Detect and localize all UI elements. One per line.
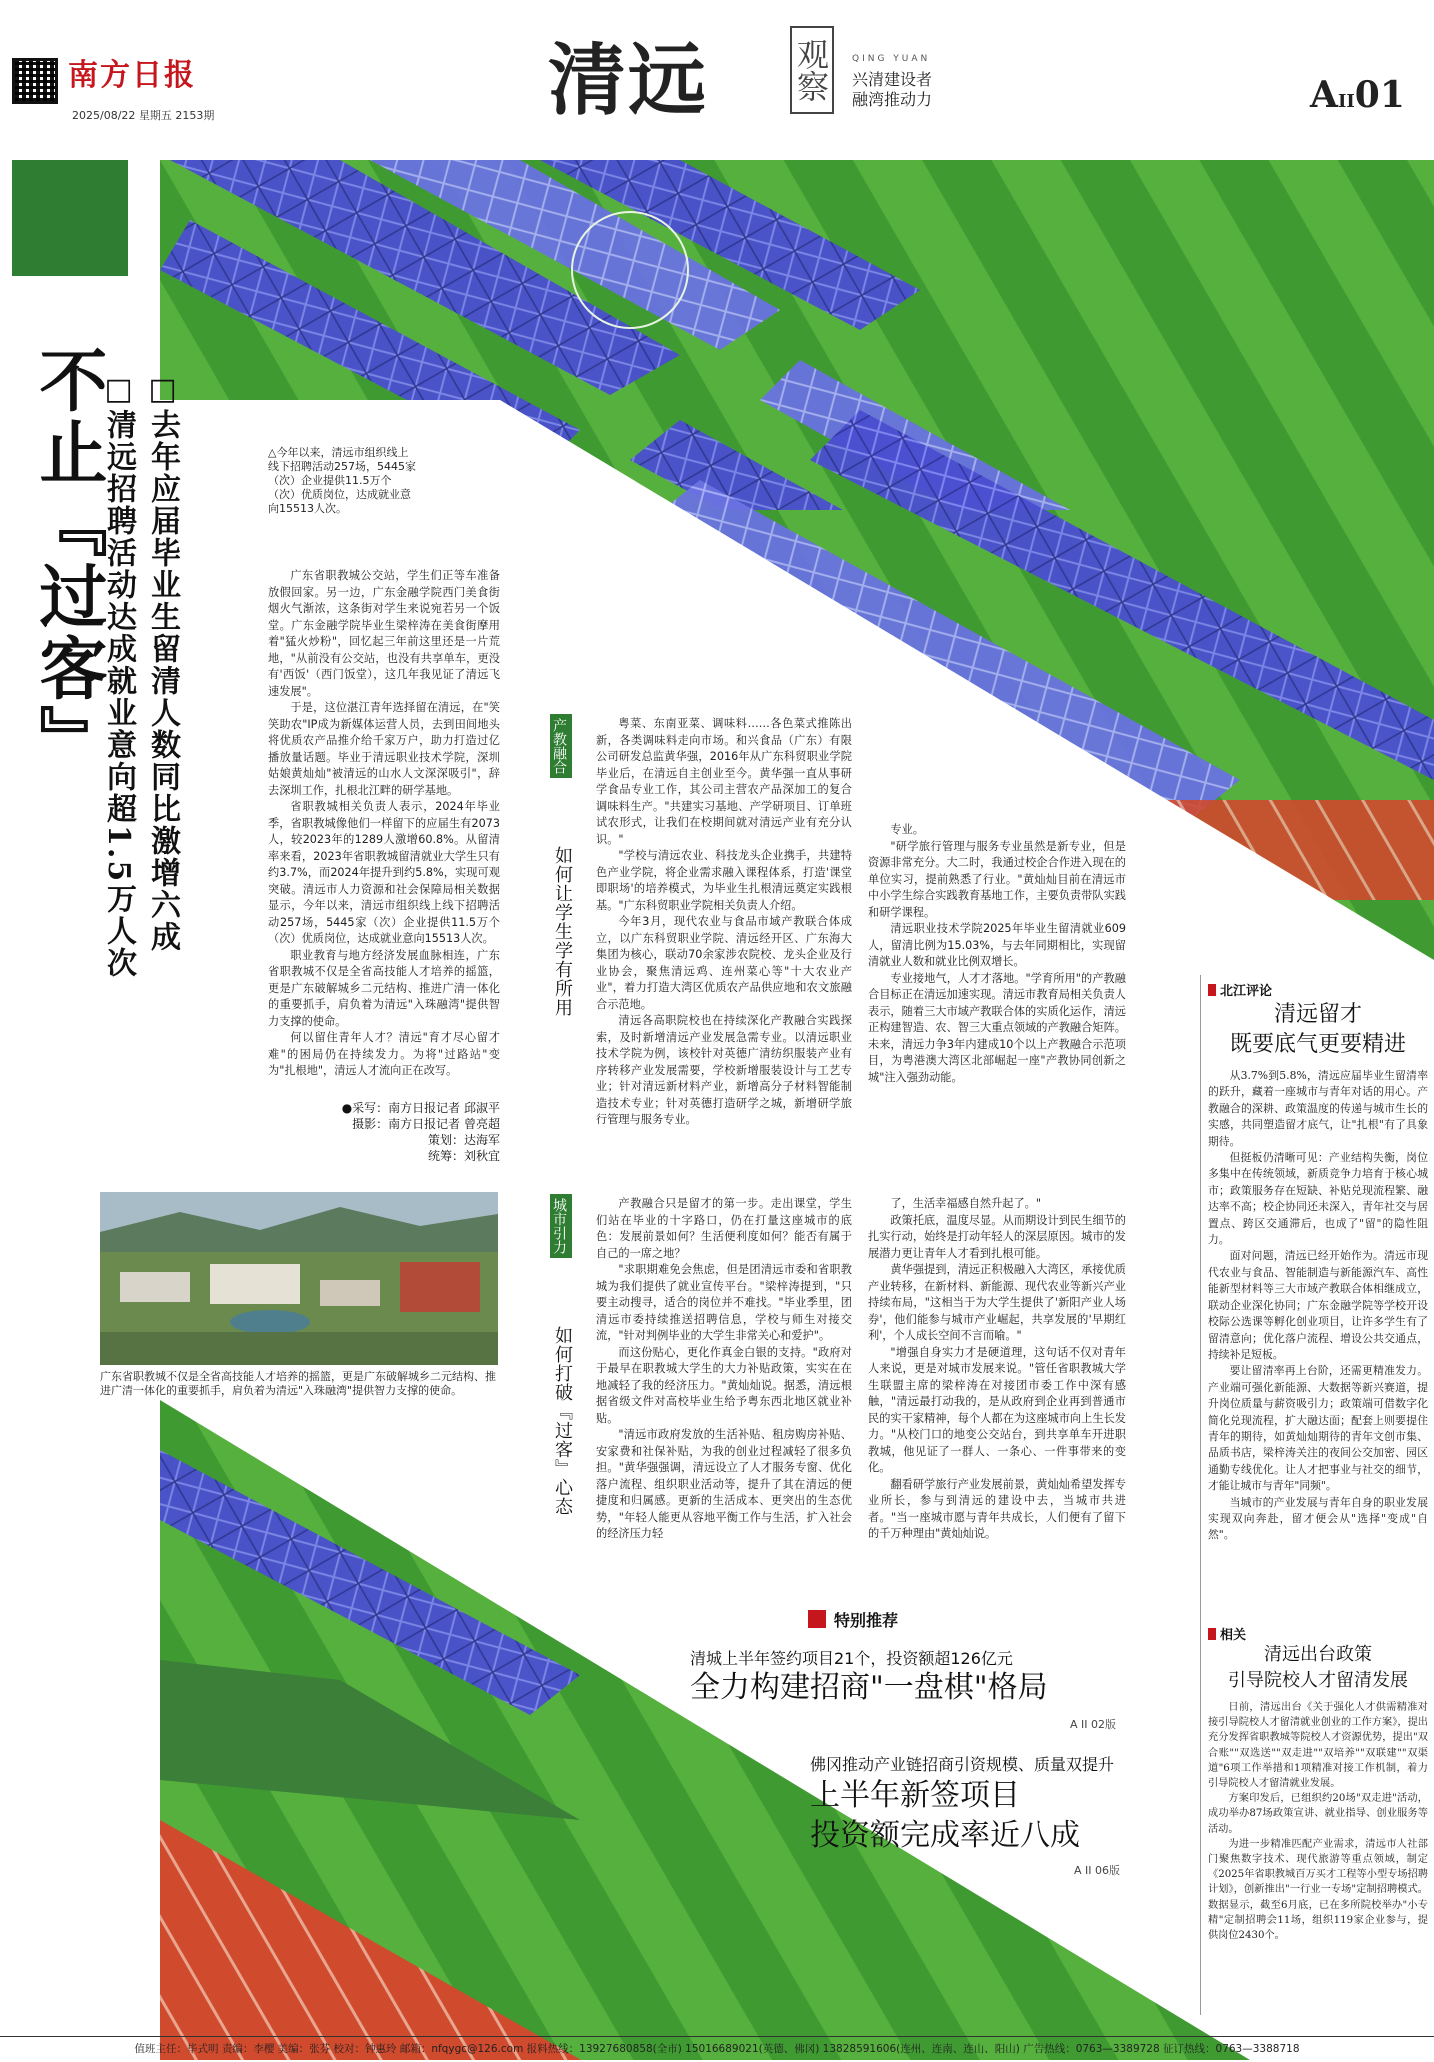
page-letter: A <box>1310 74 1338 116</box>
section1-paragraph: 专业。 <box>890 823 924 836</box>
related-paragraph: 日前，清远出台《关于强化人才供需精准对接引导院校人才留清就业创业的工作方案》，提出充分发挥省职教城等院校人才资源优势，提出"双合账""双选送""双走进""双培养""双联建""双渠道"6项工作举措和1项精准对接工作机制，着力引导院校人才留清就业发展。 <box>1208 1702 1428 1790</box>
section2-paragraph: 产教融合只是留才的第一步。走出课堂，学生们站在毕业的十字路口，仍在打量这座城市的底色：发展前景如何？生活便利度如何？能否有属于自己的一席之地？ <box>596 1197 852 1260</box>
intro-paragraph: 省职教城相关负责人表示，2024年毕业季，省职教城像他们一样留下的应届生有2073人，较2023年的1289人激增60.8%。从留清率来看，2023年省职教城留清就业大学生只有约3.7%，而2024年提升到约5.8%，实现可观突破。清远市人力资源和社会保障局相关数据显示，今年以来，清远市组织线上线下招聘活动257场，5445家（次）企业提供11.5万个（次）优质岗位，达成就业意向15513人次。 <box>268 800 500 945</box>
section1-paragraph: "学校与清远农业、科技龙头企业携手，共建特色产业学院，将企业需求融入课程体系，打造'课堂即职场'的培养模式，为毕业生扎根清远奠定实践根基。"广东科贸职业学院相关负责人介绍。 <box>596 849 852 912</box>
commentary-title <box>1208 1000 1428 1060</box>
intro-column <box>268 568 500 1080</box>
page-number <box>1310 74 1405 116</box>
campus-aerial-photo <box>100 1192 498 1365</box>
section1-paragraph: 专业接地气，人才才落地。"学育所用"的产教融合目标正在清远加速实现。清远市教育局相关负责人表示，随着三大市域产教联合体的实质化运作，清远正构建智造、农、智三大重点领域的产教融合矩阵。未来，清远力争3年内建成10个以上产教融合示范项目，为粤港澳大湾区北部崛起一座"产教协同创新之城"注入强劲动能。 <box>868 971 1126 1084</box>
section-tag-industry-education: 产教融合 <box>550 714 572 778</box>
commentary-body <box>1208 1068 1428 1544</box>
section1-paragraph: 粤菜、东南亚菜、调味料……各色菜式推陈出新，各类调味料走向市场。和兴食品（广东）有限公司研发总监黄华强，2016年从广东科贸职业学院毕业后，在清远自主创业至今。黄华强一直从事研学食品专业工作，其公司主营农产品深加工的复合调味料生产。"共建实习基地、产学研项目、订单班试农形式，让我们在校期间就对清远产业有充分认识。" <box>596 717 852 846</box>
byline-credits <box>300 1100 500 1164</box>
column-divider <box>1200 975 1201 2015</box>
commentary-title-line-2: 既要底气更要精进 <box>1229 1032 1406 1057</box>
slogan-line-2: 融湾推动力 <box>852 90 933 109</box>
campus-photo-caption: 广东省职教城不仅是全省高技能人才培养的摇篮，更是广东破解城乡二元结构、推进广清一体化的重要抓手，肩负着为清远"入珠融湾"提供智力支撑的使命。 <box>100 1370 496 1397</box>
promo-item2-title-line-2: 投资额完成率近八成 <box>810 1818 1080 1853</box>
intro-paragraph: 何以留住青年人才？清远"育才尽心留才难"的困局仍在持续发力。为将"过路站"变为"扎根地"，清远人才流向正在改写。 <box>268 1031 500 1077</box>
promo-item2-page-ref[interactable]: A II 06版 <box>1074 1864 1121 1877</box>
credit-photo: 摄影：南方日报记者 曾亮超 <box>352 1117 500 1131</box>
dateline <box>72 107 214 123</box>
section2-paragraph: 翻看研学旅行产业发展前景，黄灿灿希望发挥专业所长，参与到清远的建设中去，当城市共进者。"当一座城市愿与青年共成长，人们便有了留下的千万种理由"黄灿灿说。 <box>868 1477 1126 1540</box>
section2-paragraph: 而这份贴心，更化作真金白银的支持。"政府对于最早在职教城大学生的大力补贴政策，实实在在地减轻了我的经济压力。"黄灿灿说。据悉，清远根据省级文件对高校毕业生给予粤东西北地区就业补贴。 <box>596 1345 852 1425</box>
commentary-paragraph: 要让留清率再上台阶，还需更精准发力。产业端可强化新能源、大数据等新兴赛道，提升岗位质量与薪资吸引力；政策端可借数字化简化兑现流程，扩大融达面；配套上则要提住青年的期待，如黄灿灿期待的青年文创市集、品质书店，梁梓涛关注的夜间公交加密、园区通勤专线优化。让人才把事业与社交的细节，才能让城市与青年"同频"。 <box>1208 1364 1428 1493</box>
section2-paragraph: "清远市政府发放的生活补贴、租房购房补贴、安家费和社保补贴，为我的创业过程减轻了很多负担。"黄华强强调，清远设立了人才服务专窗、优化落户流程、组织职业活动等，提升了其在清远的便捷度和归属感。更新的生活成本、更突出的生态优势，"年轻人能更从容地平衡工作与生活，扩入社会的经济压力轻 <box>596 1428 852 1540</box>
commentary-title-line-1: 清远留才 <box>1273 1002 1362 1027</box>
promo-item2-subtitle[interactable]: 佛冈推动产业链招商引资规模、质量双提升 <box>810 1755 1115 1774</box>
promo-tag: 特别推荐 <box>834 1611 899 1630</box>
section2-paragraph: 黄华强提到，清远正积极融入大湾区，承接优质产业转移，在新材料、新能源、现代农业等新兴产业持续布局，"这相当于为大学生提供了'新阳产业人场券'，他们能参与城市产业崛起，共享发展的'早期红利'，个人成长空间不言而喻。" <box>868 1263 1126 1342</box>
promo-item1-title[interactable]: 全力构建招商"一盘棋"格局 <box>690 1670 1048 1705</box>
section2-paragraph: "求职期难免会焦虑，但是团清远市委和省职教城为我们提供了就业宣传平台。"梁梓涛提到，"只要主动搜寻，适合的岗位并不难找。"毕业季里，团清远市委持续推送招聘信息，学校与师生对接交流，"针对判例毕业的大学生非常关心和爱护"。 <box>596 1263 852 1342</box>
issue-number: 2153期 <box>175 109 215 122</box>
related-title-line-2: 引导院校人才留清发展 <box>1228 1670 1408 1691</box>
promo-item2-title[interactable] <box>810 1776 1080 1856</box>
section2-paragraph: 了，生活幸福感自然升起了。" <box>890 1197 1041 1210</box>
hero-photo-caption: △今年以来，清远市组织线上线下招聘活动257场，5445家（次）企业提供11.5万个（次）优质岗位，达成就业意向15513人次。 <box>268 446 416 515</box>
issue-weekday: 星期五 <box>138 109 172 122</box>
related-paragraph: 方案印发后，已组织约20场"双走进"活动，成功举办87场政策宣讲、就业指导、创业服务等活动。 <box>1208 1793 1428 1835</box>
promo-item2-title-line-1: 上半年新签项目 <box>810 1778 1020 1813</box>
commentary-paragraph: 但挺板仍清晰可见：产业结构失衡，岗位多集中在传统领域，新质竞争力培育于核心城市；政策服务存在短缺、补贴兑现流程繁、融达率不高；校企协同还未深入，青年社交与居置点、跨区交通滞后，也成了"留"的隐性阻力。 <box>1208 1151 1428 1247</box>
intro-paragraph: 于是，这位湛江青年选择留在清远，在"笑笑助农"IP成为新媒体运营人员，去到田间地头将优质农产品推介给千家万户，助力打造过亿播放量话题。毕业于清远职业技术学院，深圳姑娘黄灿灿"被清远的山水人文深深吸引"，辞去深圳工作，扎根北江畔的研学基地。 <box>268 701 500 797</box>
promo-item1-page-ref[interactable]: A II 02版 <box>1070 1718 1117 1731</box>
slogan-line-1: 兴清建设者 <box>852 70 933 89</box>
deck-line-2: □清远招聘活动达成就业意向超1.5万人次 <box>101 372 136 980</box>
edition-pinyin: QING YUAN <box>852 54 931 64</box>
section1-column-1 <box>596 716 852 1129</box>
edition-box: 观察 <box>790 26 834 114</box>
section2-paragraph: "增强自身实力才是硬道理，这句话不仅对青年人来说，更是对城市发展来说。"管任省职教城大学生联盟主席的梁梓涛在对接团市委工作中深有感触，"清远最打动我的，是从政府到企业再到普通市民的实干家精神，每个人都在为这座城市向上生长发力。"从校门口的地变公交站台，到共享单车开进职教城，他见证了一群人、一条心、一件事带来的变化。 <box>868 1345 1126 1474</box>
section1-paragraph: 清远职业技术学院2025年毕业生留清就业609人，留清比例为15.03%，与去年同期相比，实现留清就业人数和就业比例双增长。 <box>868 922 1126 968</box>
credit-coordination: 统筹：刘秋宜 <box>427 1149 500 1163</box>
section2-column-1 <box>596 1196 852 1543</box>
commentary-label: 北江评论 <box>1208 980 1272 999</box>
qr-code <box>12 58 58 104</box>
green-accent-block <box>12 160 128 276</box>
credit-planning: 策划：达海军 <box>427 1133 500 1147</box>
section-heading-2: 如何打破『过客』心态 <box>552 1326 573 1516</box>
recommend-icon <box>808 1610 826 1628</box>
main-headline: 不止『过客』 <box>28 345 108 777</box>
intro-paragraph: 广东省职教城公交站，学生们正等车准备放假回家。另一边，广东金融学院西门美食街烟火气渐浓，这条街对学生来说宛若另一个饭堂。广东金融学院毕业生梁梓涛在美食街摩用着"猛火炒粉"，回忆起三年前这里还是一片荒地，"从前没有公交站，也没有共享单车，更没有'西饭'（西门饭堂），这几年我见证了清远飞速发展"。 <box>268 569 500 698</box>
issue-date: 2025/08/22 <box>72 109 136 122</box>
related-label: 相关 <box>1208 1624 1246 1643</box>
intro-paragraph: 职业教育与地方经济发展血脉相连，广东省职教城不仅是全省高技能人才培养的摇篮，更是广东破解城乡二元结构、推进广清一体化的重要抓手，肩负着为清远"入珠融湾"提供智力支撑的使命。 <box>268 948 500 1028</box>
page-digits: 01 <box>1354 74 1405 116</box>
section1-column-2 <box>868 822 1126 1086</box>
page-footer: 值班主任：毕式明 责编：李樱 美编：张芬 校对：钟惠玲 邮箱：nfqygc@126.com 报料热线：13927680858(全市) 15016689021(英德、佛冈) 13828591606(连州、连南、连山、阳山) 广告热线：0763—3389728 征订热线：0763—3388718 <box>0 2036 1434 2062</box>
commentary-paragraph: 从3.7%到5.8%，清远应届毕业生留清率的跃升，藏着一座城市与青年对话的用心。产教融合的深耕、政策温度的传递与城市生长的实感，共同塑造留才底气，让"扎根"有了具象期待。 <box>1208 1069 1428 1148</box>
page-edition-mark: II <box>1337 91 1355 112</box>
newspaper-logo: 南方日报 <box>68 58 196 93</box>
related-body <box>1208 1700 1428 1943</box>
edition-title: 清远 <box>548 35 709 126</box>
edition-slogan <box>852 70 932 110</box>
section1-paragraph: "研学旅行管理与服务专业虽然是新专业，但是资源非常充分。大二时，我通过校企合作进入现在的单位实习，提前熟悉了行业。"黄灿灿目前在清远市中小学生综合实践教育基地工作，主要负责带队实践和研学课程。 <box>868 839 1126 919</box>
commentary-paragraph: 面对问题，清远已经开始作为。清远市现代农业与食品、智能制造与新能源汽车、高性能新型材料等三大市域产教联合体相继成立，联动企业深化协同；广东金融学院等学校开设校际公选课等孵化创业项目，让许多学生有了留清意向；优化落户流程、增设公共交通点，持续补足短板。 <box>1208 1249 1428 1361</box>
section1-paragraph: 今年3月，现代农业与食品市域产教联合体成立，以广东科贸职业学院、清远经开区、广东海大集团为核心，联动70余家涉农院校、龙头企业及行业协会，聚焦清远鸡、连州菜心等"十大农业产业"，着力打造大湾区优质农产品供应地和农文旅融合示范地。 <box>596 915 852 1011</box>
section1-paragraph: 清远各高职院校也在持续深化产教融合实践探索，及时新增清远产业发展急需专业。以清远职业技术学院为例，该校针对英德广清纺织服装产业有序转移产业发展需要，学校新增服装设计与工艺专业；针对清远新材料产业，新增高分子材料智能制造技术专业；针对英德打造研学之城，新增研学旅行管理与服务专业。 <box>596 1014 852 1126</box>
section2-paragraph: 政策托底，温度尽显。从而期设计到民生细节的扎实行动，始终是打动年轻人的深层原因。城市的发展潜力更让青年人才看到扎根可能。 <box>868 1213 1126 1260</box>
promo-item1-subtitle[interactable]: 清城上半年签约项目21个，投资额超126亿元 <box>690 1649 1013 1668</box>
section2-column-2 <box>868 1196 1126 1543</box>
section-heading-1: 如何让学生学有所用 <box>552 846 573 1017</box>
section-tag-city-attraction: 城市引力 <box>550 1194 572 1258</box>
related-paragraph: 为进一步精准匹配产业需求，清远市人社部门聚焦数字技术、现代旅游等重点领域，制定《2025年省职教城百万买才工程等小型专场招聘计划》，创新推出"一行业一专场"定制招聘模式。数据显示，截至6月底，已在多所院校举办"小专精"定制招聘会11场，组织119家企业参与，提供岗位2430个。 <box>1208 1838 1428 1942</box>
related-title <box>1208 1642 1428 1694</box>
commentary-paragraph: 当城市的产业发展与青年自身的职业发展实现双向奔赴，留才便会从"选择"变成"自然"。 <box>1208 1495 1428 1542</box>
related-title-line-1: 清远出台政策 <box>1264 1644 1372 1665</box>
credit-writer: ●采写：南方日报记者 邱淑平 <box>341 1101 500 1115</box>
deck-line-1: □去年应届毕业生留清人数同比激增六成 <box>145 372 180 953</box>
